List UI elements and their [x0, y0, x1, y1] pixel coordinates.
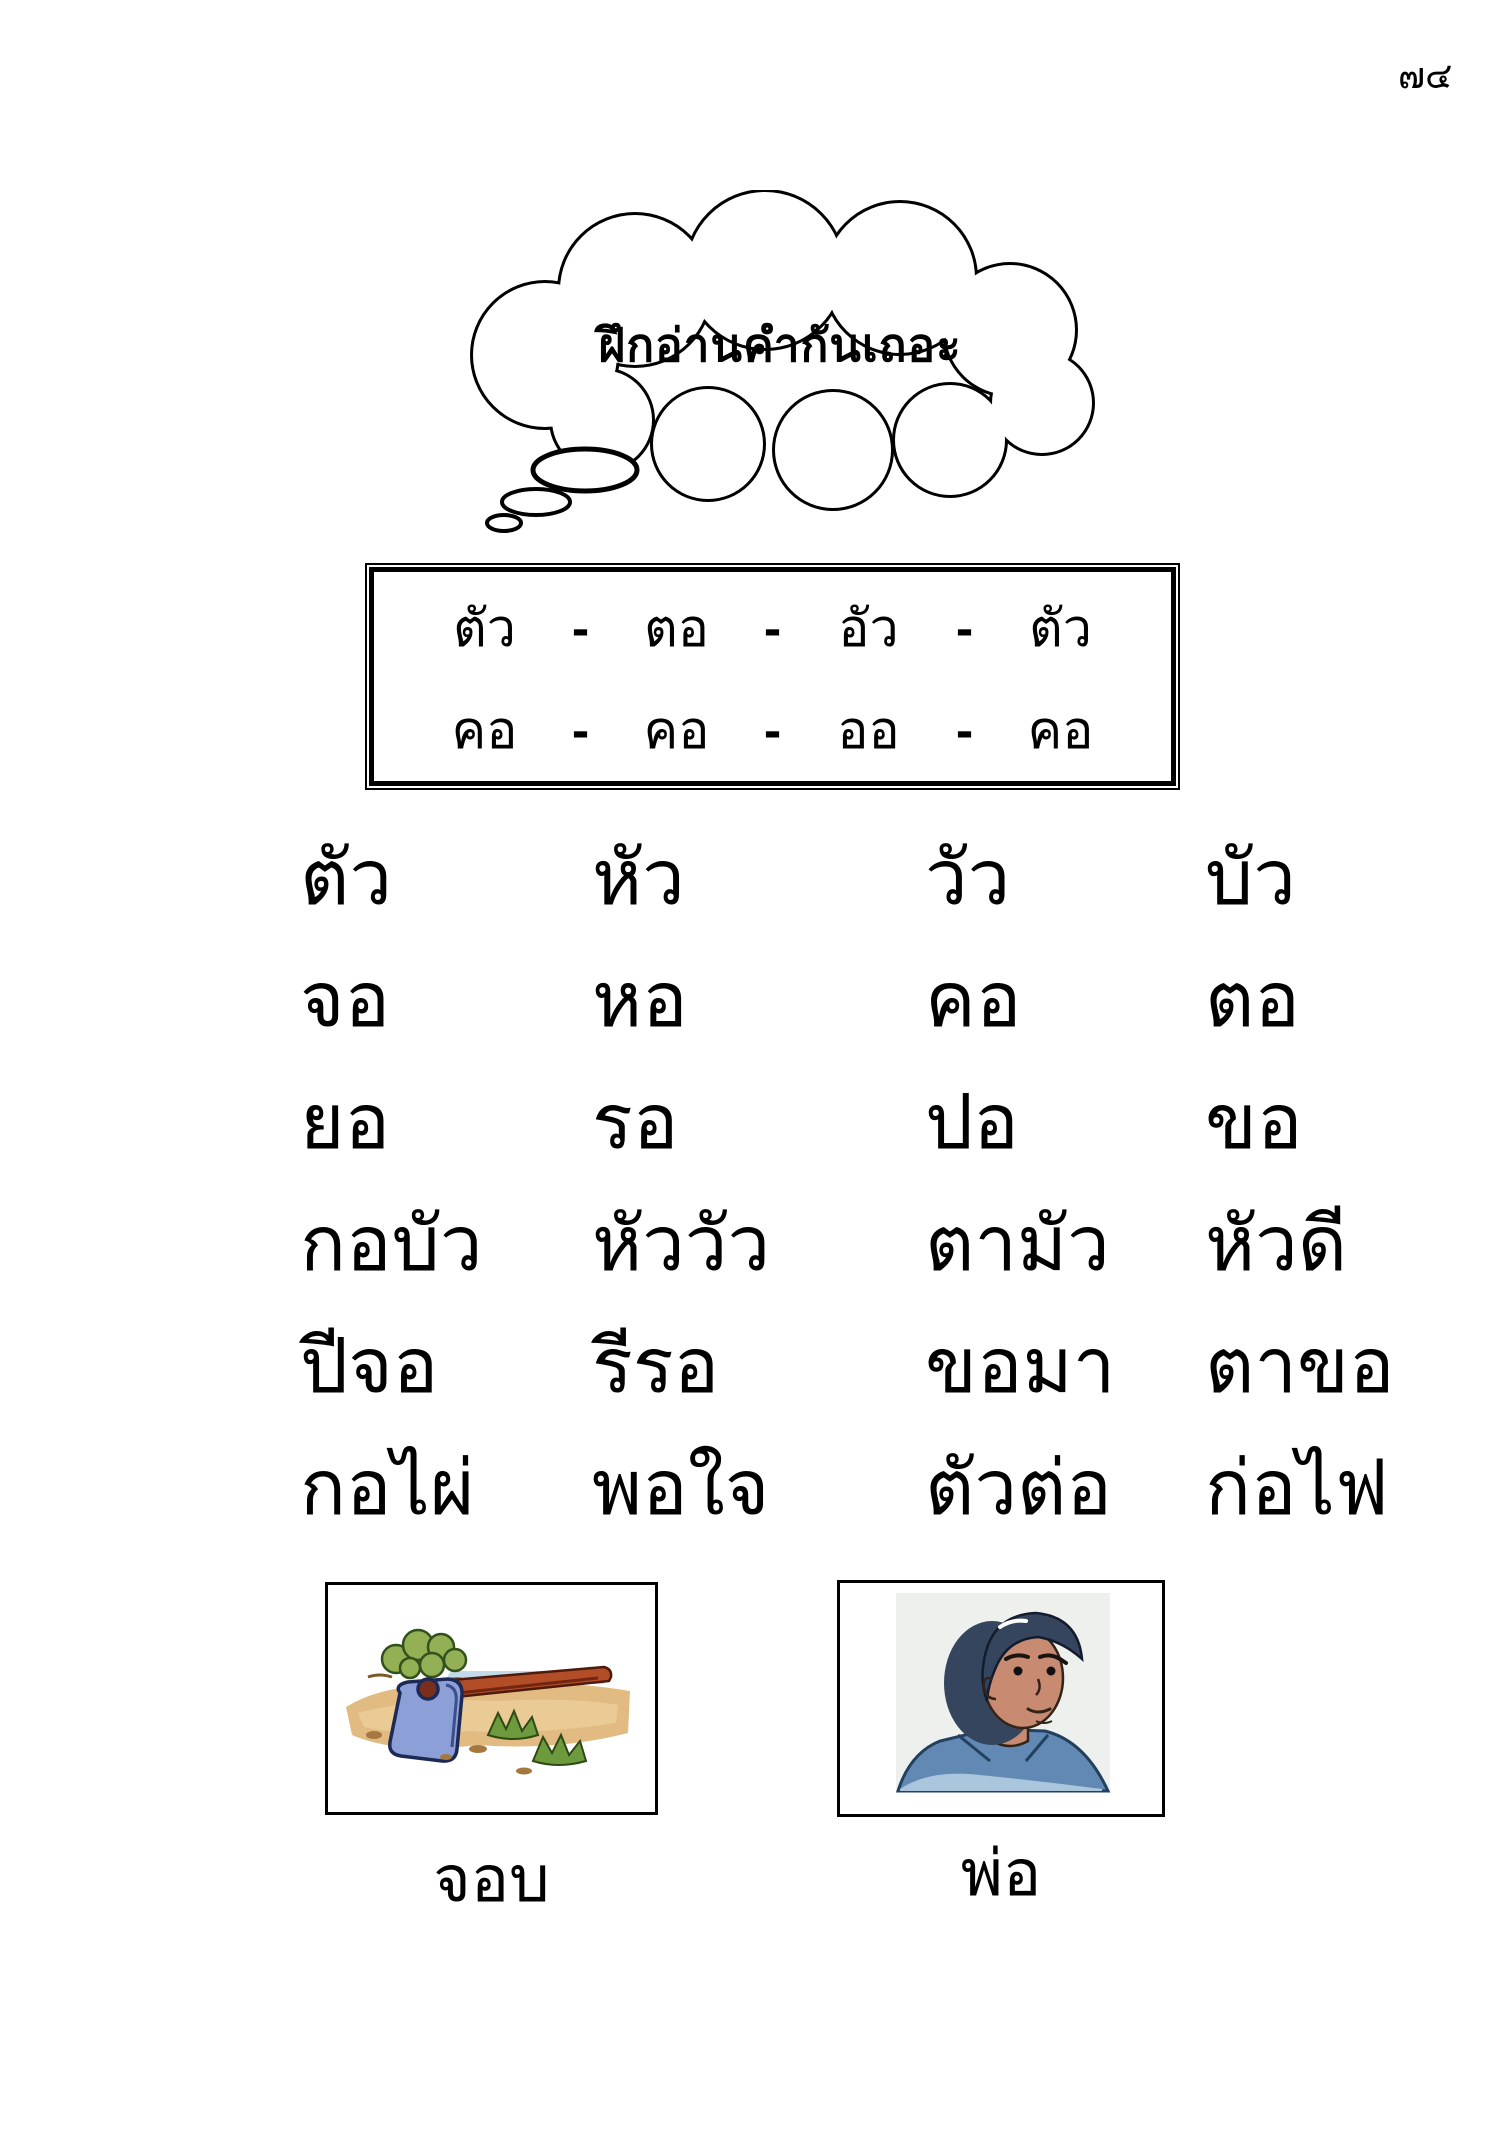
drill-syllable: ตอ — [644, 599, 709, 658]
caption-hoe: จอบ — [433, 1843, 550, 1915]
word-cell: ตอ — [1205, 958, 1300, 1043]
dash-separator: - — [571, 599, 590, 658]
page-number: ๗๔ — [1398, 55, 1453, 96]
word-cell: คอ — [925, 958, 1022, 1043]
dash-separator: - — [955, 701, 974, 760]
drill-row-2 — [374, 687, 1171, 775]
word-cell: กอบัว — [300, 1202, 483, 1287]
word-cell: ตาขอ — [1205, 1324, 1395, 1409]
eye-right — [1047, 1667, 1056, 1676]
word-grid — [300, 818, 1410, 1550]
reading-drill-box — [365, 563, 1180, 790]
word-cell: จอ — [300, 958, 391, 1043]
thought-bubble — [450, 190, 1110, 560]
word-cell: บัว — [1205, 836, 1296, 921]
dash-separator: - — [571, 701, 590, 760]
word-cell: ขอมา — [925, 1324, 1116, 1409]
word-cell: พอใจ — [592, 1446, 770, 1531]
drill-syllable: คอ — [451, 701, 518, 760]
word-cell: ปีจอ — [300, 1324, 439, 1409]
hoe-illustration — [328, 1585, 655, 1812]
word-cell: ตามัว — [925, 1202, 1110, 1287]
father-portrait-illustration — [840, 1583, 1162, 1814]
dash-separator: - — [955, 599, 974, 658]
picture-card-father — [837, 1580, 1165, 1817]
word-cell: ตัวต่อ — [925, 1446, 1113, 1531]
dash-separator: - — [763, 599, 782, 658]
word-cell: หัวดี — [1205, 1202, 1348, 1287]
thought-tail-bubble-small — [487, 515, 521, 531]
thought-tail-bubble-large — [533, 449, 637, 491]
word-cell: ปอ — [925, 1080, 1019, 1165]
drill-syllable: ตัว — [453, 599, 516, 658]
word-cell: วัว — [925, 836, 1011, 921]
word-cell: หัววัว — [592, 1202, 771, 1287]
word-cell: หัว — [592, 836, 685, 921]
thought-tail-bubble-medium — [502, 489, 570, 515]
word-cell: ตัว — [300, 836, 393, 921]
word-cell: รอ — [592, 1080, 679, 1165]
drill-syllable: ตัว — [1029, 599, 1092, 658]
word-cell: ขอ — [1205, 1080, 1303, 1165]
drill-row-1 — [374, 585, 1171, 673]
reading-drill-box-inner — [369, 567, 1176, 786]
drill-syllable: ออ — [837, 701, 900, 760]
caption-father: พ่อ — [960, 1837, 1042, 1909]
hoe-eye-socket — [418, 1679, 438, 1699]
worksheet-title: ฝึกอ่านคำกันเถอะ — [598, 319, 962, 371]
word-cell: กอไผ่ — [300, 1446, 475, 1531]
drill-syllable: คอ — [1027, 701, 1094, 760]
picture-card-hoe — [325, 1582, 658, 1815]
word-cell: ยอ — [300, 1080, 391, 1165]
eye-left — [1014, 1667, 1023, 1676]
word-cell: รีรอ — [592, 1324, 720, 1409]
bush — [382, 1630, 466, 1678]
dash-separator: - — [763, 701, 782, 760]
drill-syllable: อัว — [838, 599, 899, 658]
word-cell: หอ — [592, 958, 688, 1043]
drill-syllable: คอ — [643, 701, 710, 760]
word-cell: ก่อไฟ — [1205, 1446, 1389, 1531]
